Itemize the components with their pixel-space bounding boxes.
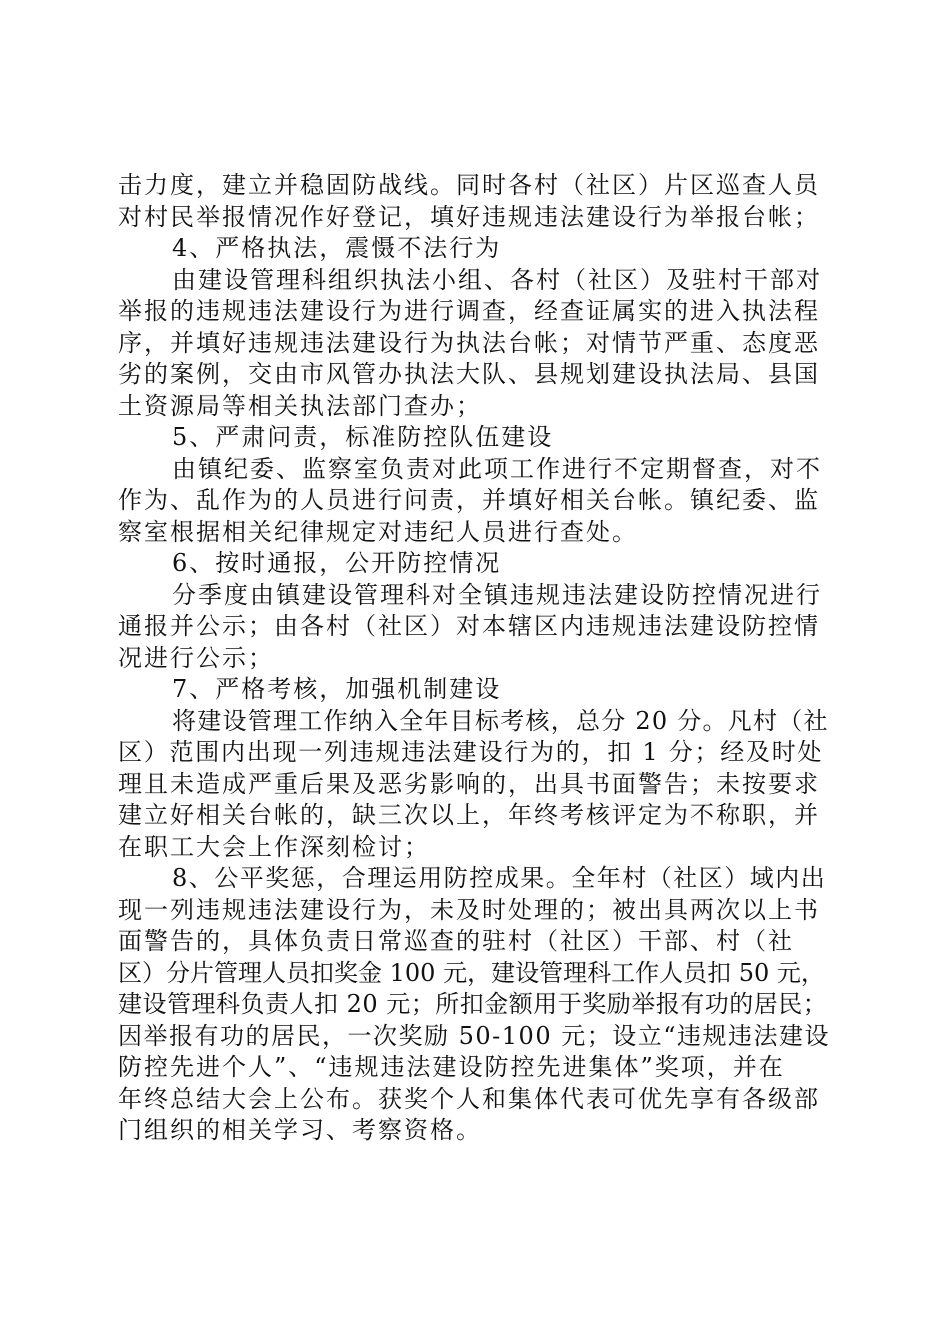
text-line: 年终总结大会上公布。获奖个人和集体代表可优先享有各级部 (118, 1084, 820, 1113)
section-heading-7: 7、严格考核，加强机制建设 (172, 675, 502, 703)
text-line: 击力度，建立并稳固防战线。同时各村（社区）片区巡查人员 (118, 171, 820, 199)
text-line: 门组织的相关学习、考察资格。 (118, 1116, 482, 1144)
text-line: 理且未造成严重后果及恶劣影响的，出具书面警告；未按要求 (118, 769, 820, 798)
text-line: 建立好相关台帐的，缺三次以上，年终考核评定为不称职，并 (118, 801, 820, 829)
document-body (118, 170, 830, 1147)
text-line: 对村民举报情况作好登记，填好违规违法建设行为举报台帐； (118, 202, 820, 231)
text-line: 由建设管理科组织执法小组、各村（社区）及驻村干部对 (172, 265, 822, 294)
section-heading-6: 6、按时通报，公开防控情况 (172, 549, 502, 577)
text-line: 劣的案例，交由市风管办执法大队、县规划建设执法局、县国 (118, 360, 820, 388)
text-line: 土资源局等相关执法部门查办； (118, 391, 482, 420)
text-line: 序，并填好违规违法建设行为执法台帐；对情节严重、态度恶 (118, 328, 820, 357)
text-line: 作为、乱作为的人员进行问责，并填好相关台帐。镇纪委、监 (118, 486, 820, 514)
text-line: 建设管理科负责人扣 20 元；所扣金额用于奖励举报有功的居民； (118, 990, 828, 1018)
text-line: 况进行公示； (118, 643, 274, 672)
text-line: 区）范围内出现一列违规违法建设行为的，扣 1 分；经及时处 (118, 738, 824, 766)
text-line: 由镇纪委、监察室负责对此项工作进行不定期督查，对不 (172, 454, 822, 483)
text-line: 在职工大会上作深刻检讨； (118, 832, 430, 861)
text-line: 因举报有功的居民，一次奖励 50-100 元；设立“违规违法建设 (118, 1021, 830, 1050)
text-line: 举报的违规违法建设行为进行调查，经查证属实的进入执法程 (118, 297, 820, 325)
text-line: 面警告的，具体负责日常巡查的驻村（社区）干部、村（社 (118, 927, 794, 955)
text-line: 将建设管理工作纳入全年目标考核，总分 20 分。凡村（社 (172, 706, 829, 735)
text-line: 分季度由镇建设管理科对全镇违规违法建设防控情况进行 (172, 580, 822, 609)
text-line: 防控先进个人”、“违规违法建设防控先进集体”奖项，并在 (118, 1053, 785, 1081)
section-heading-5: 5、严肃问责，标准防控队伍建设 (172, 423, 554, 451)
text-line: 察室根据相关纪律规定对违纪人员进行查处。 (118, 517, 638, 546)
section-heading-4: 4、严格执法，震慑不法行为 (172, 234, 502, 262)
text-line: 通报并公示；由各村（社区）对本辖区内违规违法建设防控情 (118, 612, 820, 640)
text-line: 区）分片管理人员扣奖金 100 元，建设管理科工作人员扣 50 元， (118, 958, 825, 987)
section-heading-8: 8、公平奖惩，合理运用防控成果。全年村（社区）域内出 (172, 864, 827, 892)
text-line: 现一列违规违法建设行为，未及时处理的；被出具两次以上书 (118, 895, 820, 924)
